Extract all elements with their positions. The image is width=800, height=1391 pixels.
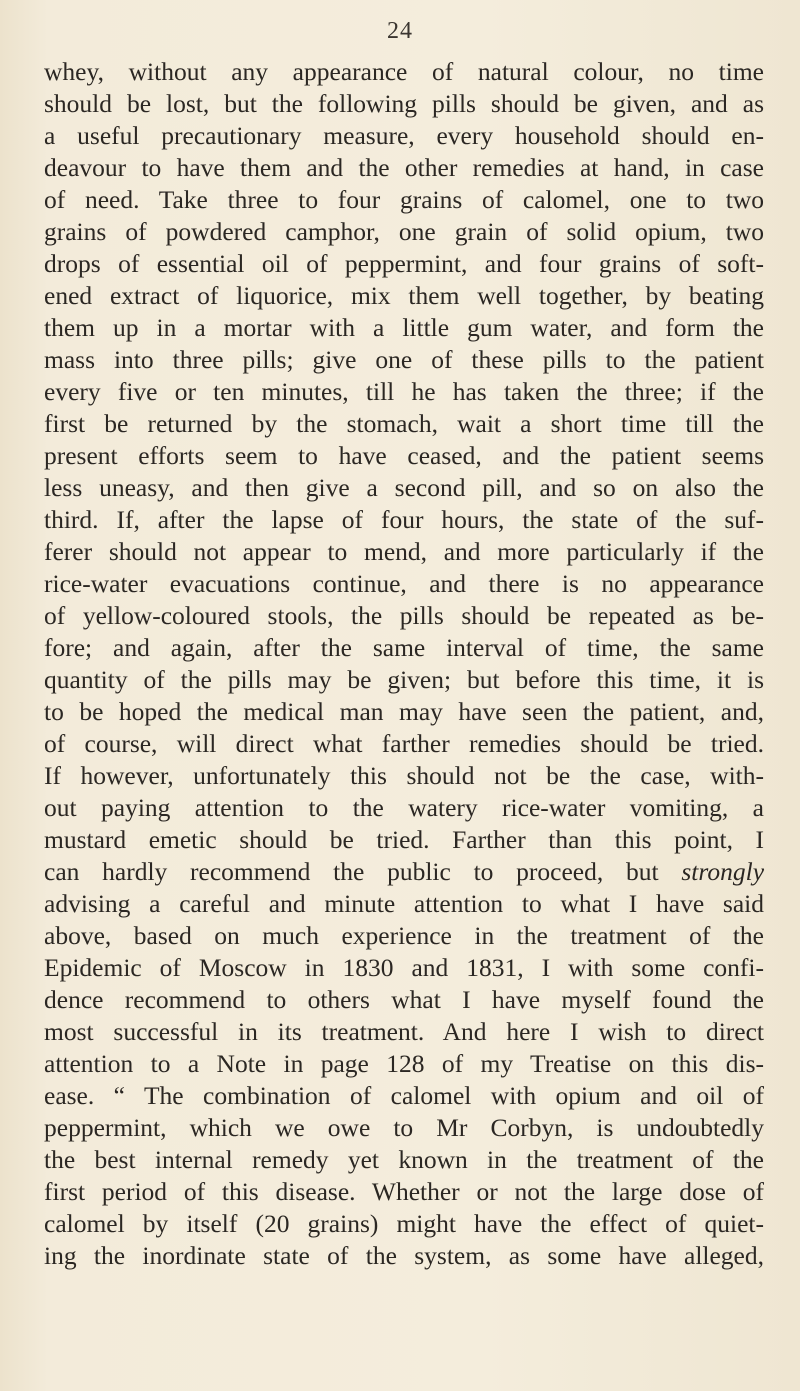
text-line: to be hoped the medical man may have seen the patient, and,	[44, 697, 764, 726]
text-line: every five or ten minutes, till he has taken the three; if the	[44, 377, 764, 406]
text-line: of need. Take three to four grains of calomel, one to two	[44, 185, 764, 214]
text-line: ferer should not appear to mend, and more particularly if the	[44, 537, 764, 566]
text-line: mustard emetic should be tried. Farther than this point, I	[44, 825, 764, 854]
text-line: mass into three pills; give one of these pills to the patient	[44, 345, 764, 374]
text-line: of yellow-coloured stools, the pills should be repeated as be-	[44, 601, 764, 630]
body-text	[44, 56, 764, 1272]
text-line: out paying attention to the watery rice-water vomiting, a	[44, 793, 764, 822]
text-line: of course, will direct what farther remedies should be tried.	[44, 729, 764, 758]
text-line: a useful precautionary measure, every household should en-	[44, 121, 764, 150]
emphasis-word: strongly	[681, 857, 765, 886]
text-line: above, based on much experience in the treatment of the	[44, 921, 764, 950]
text-line: ease. “ The combination of calomel with opium and oil of	[44, 1081, 764, 1110]
text-line: first period of this disease. Whether or not the large dose of	[44, 1177, 764, 1206]
text-line: should be lost, but the following pills should be given, and as	[44, 89, 764, 118]
text-line: whey, without any appearance of natural colour, no time	[44, 57, 764, 86]
text-line: grains of powdered camphor, one grain of solid opium, two	[44, 217, 764, 246]
text-line-with-emphasis	[44, 856, 764, 888]
text-line: drops of essential oil of peppermint, and four grains of soft-	[44, 249, 764, 278]
text-line: If however, unfortunately this should not be the case, with-	[44, 761, 764, 790]
page-number: 24	[387, 18, 413, 44]
text-line: fore; and again, after the same interval of time, the same	[44, 633, 764, 662]
text-segment: can hardly recommend the public to proceed, but	[44, 857, 659, 886]
text-line: dence recommend to others what I have myself found the	[44, 985, 764, 1014]
text-line: first be returned by the stomach, wait a short time till the	[44, 409, 764, 438]
text-line: advising a careful and minute attention to what I have said	[44, 889, 764, 918]
text-line: Epidemic of Moscow in 1830 and 1831, I with some confi-	[44, 953, 764, 982]
text-line: peppermint, which we owe to Mr Corbyn, is undoubtedly	[44, 1113, 764, 1142]
text-line: calomel by itself (20 grains) might have the effect of quiet-	[44, 1209, 764, 1238]
text-line: attention to a Note in page 128 of my Treatise on this dis-	[44, 1049, 764, 1078]
text-line: them up in a mortar with a little gum water, and form the	[44, 313, 764, 342]
text-line: present efforts seem to have ceased, and the patient seems	[44, 441, 764, 470]
text-line: deavour to have them and the other remedies at hand, in case	[44, 153, 764, 182]
text-line: the best internal remedy yet known in the treatment of the	[44, 1145, 764, 1174]
text-line: ing the inordinate state of the system, as some have alleged,	[44, 1241, 764, 1270]
text-line: quantity of the pills may be given; but before this time, it is	[44, 665, 764, 694]
text-line: most successful in its treatment. And here I wish to direct	[44, 1017, 764, 1046]
text-line: third. If, after the lapse of four hours, the state of the suf-	[44, 505, 764, 534]
text-line: ened extract of liquorice, mix them well together, by beating	[44, 281, 764, 310]
text-line: less uneasy, and then give a second pill, and so on also the	[44, 473, 764, 502]
text-line: rice-water evacuations continue, and there is no appearance	[44, 569, 764, 598]
